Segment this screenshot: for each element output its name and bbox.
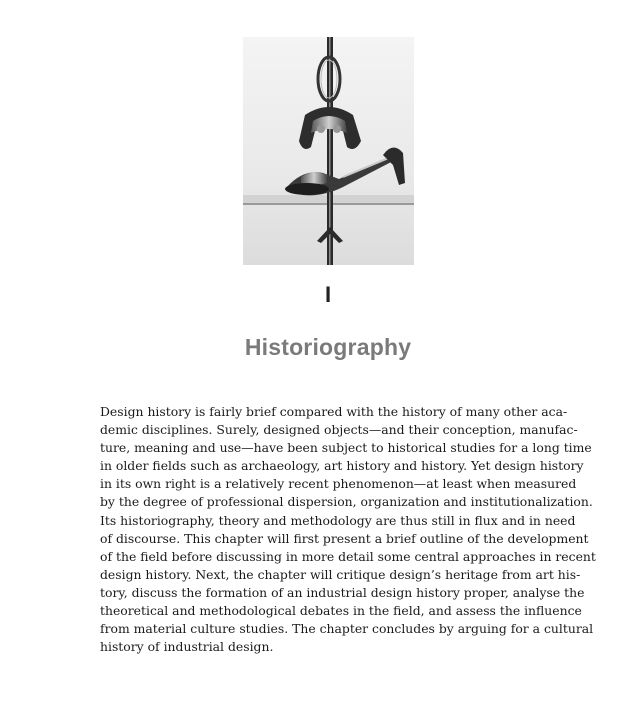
- paragraph-line: design history. Next, the chapter will critique design’s heritage from art his-: [100, 566, 581, 582]
- gadget-photo-image: [243, 37, 414, 265]
- paragraph-line: demic disciplines. Surely, designed objects—and their conception, manufac-: [100, 422, 578, 438]
- paragraph-line: from material culture studies. The chapter concludes by arguing for a cultural: [100, 621, 594, 637]
- paragraph-line: of discourse. This chapter will first present a brief outline of the development: [100, 530, 589, 546]
- paragraph-line: in older fields such as archaeology, art history and history. Yet design history: [100, 458, 584, 474]
- chapter-photograph: [243, 37, 414, 265]
- paragraph-line: history of industrial design.: [100, 639, 274, 655]
- paragraph-line: theoretical and methodological debates in the field, and assess the influence: [100, 603, 582, 619]
- chapter-number: I: [324, 282, 332, 307]
- paragraph-line: in its own right is a relatively recent phenomenon—at least when measured: [100, 476, 577, 492]
- paragraph-line: of the field before discussing in more detail some central approaches in recent: [100, 548, 596, 564]
- paragraph-line: tory, discuss the formation of an industrial design history proper, analyse the: [100, 584, 585, 600]
- paragraph-line: ture, meaning and use—have been subject to historical studies for a long time: [100, 440, 592, 456]
- paragraph-line: by the degree of professional dispersion, organization and institutionalization.: [100, 494, 593, 510]
- paragraph-line: Its historiography, theory and methodology are thus still in flux and in need: [100, 512, 576, 528]
- chapter-intro-paragraph: [100, 403, 596, 656]
- chapter-title: Historiography: [244, 334, 412, 360]
- paragraph-line: Design history is fairly brief compared with the history of many other aca-: [100, 404, 568, 419]
